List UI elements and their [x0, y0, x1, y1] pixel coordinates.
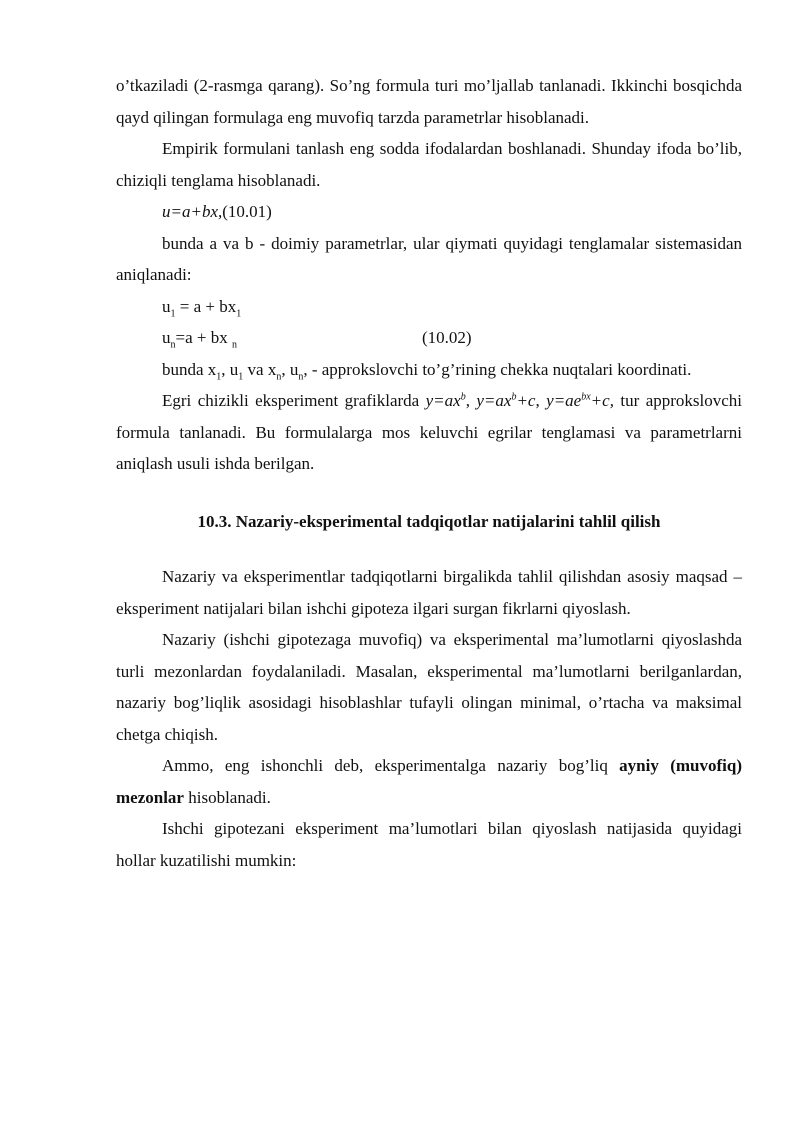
formula-power: $y=ax^b$: [425, 391, 466, 410]
section-heading: 10.3. Nazariy-eksperimental tadqiqotlar natijalarini tahlil qilish: [197, 511, 661, 531]
formula-exponential: $y=ae^{bx}+c$,: [546, 391, 614, 410]
paragraph-3: bunda a va b - doimiy parametrlar, ular qiymati quyidagi tenglamalar sistemasidan aniqlanadi:: [116, 233, 742, 284]
paragraph-6: Nazariy va eksperimentlar tadqiqotlarni birgalikda tahlil qilishdan asosiy maqsad –eksperiment natijalari bilan ishchi gipoteza ilgari surgan fikrlarni qiyoslash.: [116, 567, 742, 618]
bold-term: ayniy (muvofiq) mezonlar: [116, 756, 742, 807]
paragraph-7: Nazariy (ishchi gipotezaga muvofiq) va eksperimental ma’lumotlarni qiyoslashda turli mezonlardan foydalaniladi. Masalan, eksperimental ma’lumotlarni berilganlardan, nazariy bog’liqlik asosidagi hisoblashlar tufayli olingan minimal, o’rtacha va maksimal chetga chiqish.: [116, 630, 742, 744]
equation-number: (10.01): [222, 202, 272, 221]
equation-formula: u=a+bx,: [162, 202, 223, 221]
equation-number: (10.02): [421, 328, 472, 347]
page-body: [116, 70, 742, 876]
formula-power-shift: $y=ax^b+c$: [476, 391, 536, 410]
paragraph-8: Ammo, eng ishonchli deb, eksperimentalga nazariy bog’liq ayniy (muvofiq) mezonlar hisoblanadi.: [116, 756, 742, 807]
system-line-1: $u_1 = a + bx_1$: [162, 296, 242, 319]
system-line-2: $u_n=a$ + bx $_n$ (10.02): [162, 328, 472, 351]
paragraph-9: Ishchi gipotezani eksperiment ma’lumotlari bilan qiyoslash natijasida quyidagi hollar kuzatilishi mumkin:: [116, 819, 742, 870]
paragraph-1: o’tkaziladi (2-rasmga qarang). So’ng formula turi mo’ljallab tanlanadi. Ikkinchi bosqichda qayd qilingan formulaga eng muvofiq tarzda parametrlar hisoblanadi.: [116, 76, 742, 127]
paragraph-2: Empirik formulani tanlash eng sodda ifodalardan boshlanadi. Shunday ifoda bo’lib, chiziqli tenglama hisoblanadi.: [116, 139, 742, 190]
paragraph-4: bunda $x_1$, $u_1$ va $x_n$, $u_n$, - approkslovchi to’g’rining chekka nuqtalari koordinati.: [162, 359, 692, 382]
paragraph-5: Egri chizikli eksperiment grafiklarda $y=ax^b$, $y=ax^b+c$, $y=ae^{bx}+c$, tur approkslovchi formula tanlanadi. Bu formulalarga mos keluvchi egrilar tenglamasi va parametrlarni aniqlash usuli ishda berilgan.: [116, 391, 743, 473]
equation-10-01: [116, 196, 742, 228]
